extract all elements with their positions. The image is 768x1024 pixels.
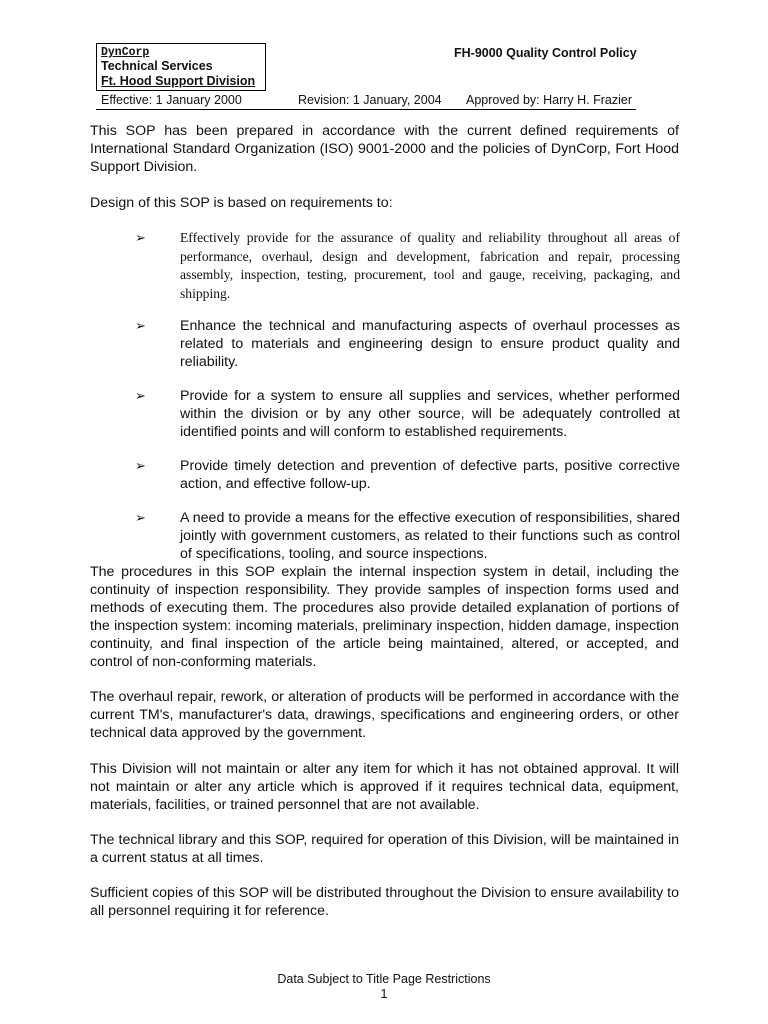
procedures-paragraph: The procedures in this SOP explain the internal inspection system in detail, including the continuity of inspection responsibility. They provide samples of inspection forms used and methods of executing them. The procedures also provide detailed explanation of portions of the inspection system: incoming materials, preliminary inspection, hidden damage, inspection continuity, and final inspection of the article being maintained, altered, or accepted, and control of non-conforming materials. xyxy=(90,564,679,670)
list-item xyxy=(135,509,680,563)
approval-paragraph: This Division will not maintain or alter any item for which it has not obtained approval. It will not maintain or alter any article which is approved if it requires technical data, equipment, materials, facilities, or trained personnel that are not available. xyxy=(90,761,679,813)
division-line: Ft. Hood Support Division xyxy=(101,74,256,88)
list-item xyxy=(135,229,680,303)
list-item xyxy=(135,317,680,371)
effective-date: Effective: 1 January 2000 xyxy=(101,93,242,107)
department-line: Technical Services xyxy=(101,59,213,73)
design-lead-paragraph: Design of this SOP is based on requirements to: xyxy=(90,195,393,211)
header-meta-row xyxy=(96,92,636,110)
arrow-bullet-icon: ➢ xyxy=(135,318,146,333)
list-item-text: Enhance the technical and manufacturing aspects of overhaul processes as related to materials and engineering design to ensure product quality and reliability. xyxy=(180,318,680,370)
overhaul-paragraph: The overhaul repair, rework, or alteration of products will be performed in accordance with the current TM's, manufacturer's data, drawings, specifications and engineering orders, or other technical data approved by the government. xyxy=(90,689,679,741)
arrow-bullet-icon: ➢ xyxy=(135,230,146,245)
list-item-text: Effectively provide for the assurance of quality and reliability throughout all areas of performance, overhaul, design and development, fabrication and repair, processing assembly, inspection, testing, procurement, tool and gauge, receiving, packaging, and shipping. xyxy=(180,230,680,301)
intro-paragraph: This SOP has been prepared in accordance with the current defined requirements of International Standard Organization (ISO) 9001-2000 and the policies of DynCorp, Fort Hood Support Division. xyxy=(90,123,679,175)
arrow-bullet-icon: ➢ xyxy=(135,458,146,473)
restriction-notice: Data Subject to Title Page Restrictions xyxy=(277,972,491,986)
list-item-text: A need to provide a means for the effective execution of responsibilities, shared jointly with government customers, as related to their functions such as control of specifications, tooling, and source inspections. xyxy=(180,510,680,562)
page-number: 1 xyxy=(380,987,388,1001)
library-paragraph: The technical library and this SOP, required for operation of this Division, will be maintained in a current status at all times. xyxy=(90,832,679,866)
list-item-text: Provide timely detection and prevention of defective parts, positive corrective action, and effective follow-up. xyxy=(180,458,680,492)
company-name: DynCorp xyxy=(101,46,150,59)
list-item xyxy=(135,457,680,493)
list-item xyxy=(135,387,680,441)
document-title: FH-9000 Quality Control Policy xyxy=(454,46,637,60)
arrow-bullet-icon: ➢ xyxy=(135,510,146,525)
list-item-text: Provide for a system to ensure all supplies and services, whether performed within the division or by any other source, will be adequately controlled at identified points and will conform to established requirements. xyxy=(180,388,680,440)
distribution-paragraph: Sufficient copies of this SOP will be distributed throughout the Division to ensure availability to all personnel requiring it for reference. xyxy=(90,885,679,919)
page-footer xyxy=(0,972,768,1002)
header-org-box xyxy=(96,43,266,91)
requirements-list xyxy=(135,229,680,579)
approved-by: Approved by: Harry H. Frazier xyxy=(466,93,633,107)
arrow-bullet-icon: ➢ xyxy=(135,388,146,403)
revision-date: Revision: 1 January, 2004 xyxy=(298,93,442,107)
